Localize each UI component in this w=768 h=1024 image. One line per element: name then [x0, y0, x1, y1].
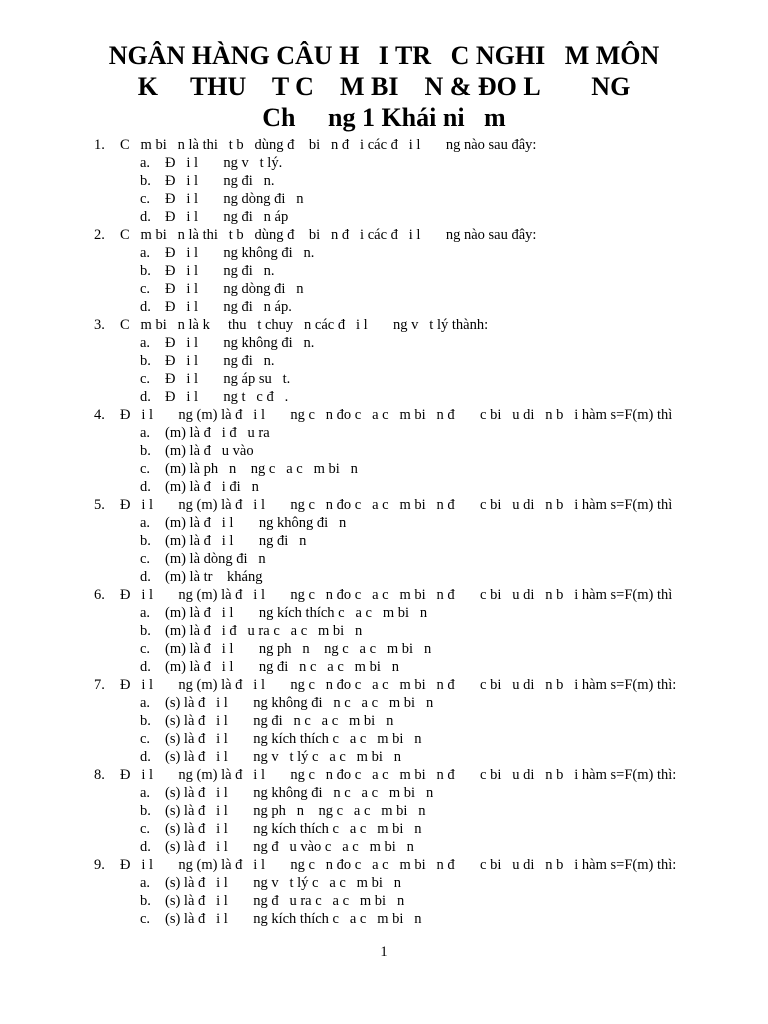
question-row	[94, 406, 734, 424]
question-item	[94, 226, 734, 316]
answer-option	[94, 334, 734, 352]
question-row	[94, 136, 734, 154]
question-text: Đ i l ng (m) là đ i l ng c n đo c a c m bi n đ c bi u di n b i hàm s=F(m) thì:	[120, 767, 677, 783]
answer-option	[94, 748, 734, 766]
option-text: (m) là đ i l ng đi n	[165, 533, 307, 549]
question-item	[94, 676, 734, 766]
option-text: Đ i l ng không đi n.	[165, 245, 315, 261]
answer-option	[94, 532, 734, 550]
option-text: Đ i l ng áp su t.	[165, 371, 291, 387]
option-text: Đ i l ng đi n.	[165, 173, 275, 189]
option-text: Đ i l ng không đi n.	[165, 335, 315, 351]
answer-option	[94, 172, 734, 190]
question-item	[94, 586, 734, 676]
answer-option	[94, 640, 734, 658]
answer-option	[94, 442, 734, 460]
option-letter: c.	[140, 911, 151, 927]
option-letter: d.	[140, 299, 151, 315]
option-letter: a.	[140, 425, 151, 441]
option-letter: c.	[140, 191, 151, 207]
option-letter: b.	[140, 893, 151, 909]
option-text: (s) là đ i l ng kích thích c a c m bi n	[165, 731, 422, 747]
option-text: (m) là đ i đi n	[165, 479, 259, 495]
answer-option	[94, 820, 734, 838]
option-letter: b.	[140, 263, 151, 279]
answer-option	[94, 892, 734, 910]
answer-option	[94, 262, 734, 280]
title-line-2: K THU T C M BI N & ĐO L NG	[137, 72, 631, 101]
option-text: (s) là đ i l ng kích thích c a c m bi n	[165, 821, 422, 837]
option-text: (m) là đ i l ng đi n c a c m bi n	[165, 659, 399, 675]
option-text: (m) là đ i đ u ra	[165, 425, 270, 441]
answer-option	[94, 604, 734, 622]
question-item	[94, 406, 734, 496]
answer-option	[94, 352, 734, 370]
option-text: (s) là đ i l ng v t lý c a c m bi n	[165, 875, 401, 891]
answer-option	[94, 424, 734, 442]
answer-option	[94, 910, 734, 928]
option-text: (s) là đ i l ng kích thích c a c m bi n	[165, 911, 422, 927]
question-row	[94, 676, 734, 694]
option-text: Đ i l ng dòng đi n	[165, 191, 304, 207]
option-text: (m) là đ i l ng ph n ng c a c m bi n	[165, 641, 432, 657]
option-text: Đ i l ng đi n.	[165, 353, 275, 369]
question-row	[94, 856, 734, 874]
answer-option	[94, 730, 734, 748]
answer-option	[94, 550, 734, 568]
question-text: Đ i l ng (m) là đ i l ng c n đo c a c m bi n đ c bi u di n b i hàm s=F(m) thì	[120, 407, 673, 423]
option-letter: a.	[140, 155, 151, 171]
question-row	[94, 226, 734, 244]
option-letter: a.	[140, 335, 151, 351]
option-text: (s) là đ i l ng đ u ra c a c m bi n	[165, 893, 405, 909]
answer-option	[94, 478, 734, 496]
answer-option	[94, 874, 734, 892]
option-text: (s) là đ i l ng không đi n c a c m bi n	[165, 695, 434, 711]
option-letter: b.	[140, 353, 151, 369]
answer-option	[94, 622, 734, 640]
option-text: (m) là đ i l ng kích thích c a c m bi n	[165, 605, 428, 621]
option-letter: b.	[140, 713, 151, 729]
question-row	[94, 766, 734, 784]
option-text: Đ i l ng đi n.	[165, 263, 275, 279]
answer-option	[94, 370, 734, 388]
option-text: (m) là đ i đ u ra c a c m bi n	[165, 623, 363, 639]
answer-option	[94, 838, 734, 856]
question-number: 2.	[94, 227, 105, 243]
answer-option	[94, 514, 734, 532]
question-number: 9.	[94, 857, 105, 873]
option-text: (s) là đ i l ng ph n ng c a c m bi n	[165, 803, 426, 819]
question-text: C m bi n là k thu t chuy n các đ i l ng v t lý thành:	[120, 317, 489, 333]
answer-option	[94, 568, 734, 586]
option-letter: b.	[140, 623, 151, 639]
option-letter: c.	[140, 641, 151, 657]
option-text: (s) là đ i l ng không đi n c a c m bi n	[165, 785, 434, 801]
question-list	[94, 136, 734, 928]
question-row	[94, 496, 734, 514]
option-letter: c.	[140, 371, 151, 387]
question-number: 3.	[94, 317, 105, 333]
option-text: (s) là đ i l ng đ u vào c a c m bi n	[165, 839, 414, 855]
option-text: (m) là dòng đi n	[165, 551, 266, 567]
answer-option	[94, 802, 734, 820]
answer-option	[94, 388, 734, 406]
option-letter: a.	[140, 785, 151, 801]
question-item	[94, 316, 734, 406]
option-letter: b.	[140, 533, 151, 549]
option-letter: c.	[140, 461, 151, 477]
option-text: Đ i l ng v t lý.	[165, 155, 283, 171]
question-number: 7.	[94, 677, 105, 693]
option-letter: b.	[140, 443, 151, 459]
option-text: (m) là ph n ng c a c m bi n	[165, 461, 358, 477]
question-text: Đ i l ng (m) là đ i l ng c n đo c a c m bi n đ c bi u di n b i hàm s=F(m) thì	[120, 497, 673, 513]
option-letter: b.	[140, 173, 151, 189]
option-text: Đ i l ng dòng đi n	[165, 281, 304, 297]
answer-option	[94, 154, 734, 172]
option-letter: c.	[140, 821, 151, 837]
question-item	[94, 766, 734, 856]
answer-option	[94, 460, 734, 478]
option-letter: c.	[140, 281, 151, 297]
option-letter: d.	[140, 839, 151, 855]
option-letter: a.	[140, 605, 151, 621]
document-title	[0, 40, 768, 133]
answer-option	[94, 190, 734, 208]
option-text: (s) là đ i l ng v t lý c a c m bi n	[165, 749, 401, 765]
answer-option	[94, 784, 734, 802]
question-text: Đ i l ng (m) là đ i l ng c n đo c a c m bi n đ c bi u di n b i hàm s=F(m) thì	[120, 587, 673, 603]
option-text: Đ i l ng đi n áp	[165, 209, 289, 225]
option-letter: d.	[140, 569, 151, 585]
page-number: 1	[380, 944, 388, 960]
title-line-1: NGÂN HÀNG CÂU H I TR C NGHI M MÔN	[108, 41, 660, 70]
answer-option	[94, 280, 734, 298]
answer-option	[94, 658, 734, 676]
question-number: 6.	[94, 587, 105, 603]
question-text: C m bi n là thi t b dùng đ bi n đ i các đ i l ng nào sau đây:	[120, 137, 537, 153]
option-text: (s) là đ i l ng đi n c a c m bi n	[165, 713, 394, 729]
answer-option	[94, 694, 734, 712]
question-text: Đ i l ng (m) là đ i l ng c n đo c a c m bi n đ c bi u di n b i hàm s=F(m) thì:	[120, 677, 677, 693]
option-letter: a.	[140, 245, 151, 261]
option-letter: a.	[140, 875, 151, 891]
question-row	[94, 586, 734, 604]
option-text: (m) là đ u vào	[165, 443, 254, 459]
option-letter: d.	[140, 389, 151, 405]
option-letter: b.	[140, 803, 151, 819]
answer-option	[94, 208, 734, 226]
option-letter: c.	[140, 731, 151, 747]
option-letter: d.	[140, 659, 151, 675]
question-row	[94, 316, 734, 334]
question-number: 1.	[94, 137, 105, 153]
answer-option	[94, 298, 734, 316]
option-text: Đ i l ng đi n áp.	[165, 299, 292, 315]
option-letter: d.	[140, 749, 151, 765]
question-item	[94, 136, 734, 226]
question-number: 5.	[94, 497, 105, 513]
option-text: Đ i l ng t c đ .	[165, 389, 289, 405]
answer-option	[94, 244, 734, 262]
option-text: (m) là tr kháng	[165, 569, 263, 585]
option-text: (m) là đ i l ng không đi n	[165, 515, 347, 531]
option-letter: c.	[140, 551, 151, 567]
question-item	[94, 856, 734, 928]
question-number: 8.	[94, 767, 105, 783]
answer-option	[94, 712, 734, 730]
option-letter: a.	[140, 515, 151, 531]
option-letter: d.	[140, 479, 151, 495]
title-line-3: Ch ng 1 Khái ni m	[262, 103, 506, 132]
question-text: Đ i l ng (m) là đ i l ng c n đo c a c m bi n đ c bi u di n b i hàm s=F(m) thì:	[120, 857, 677, 873]
question-text: C m bi n là thi t b dùng đ bi n đ i các đ i l ng nào sau đây:	[120, 227, 537, 243]
option-letter: a.	[140, 695, 151, 711]
option-letter: d.	[140, 209, 151, 225]
question-number: 4.	[94, 407, 105, 423]
question-item	[94, 496, 734, 586]
